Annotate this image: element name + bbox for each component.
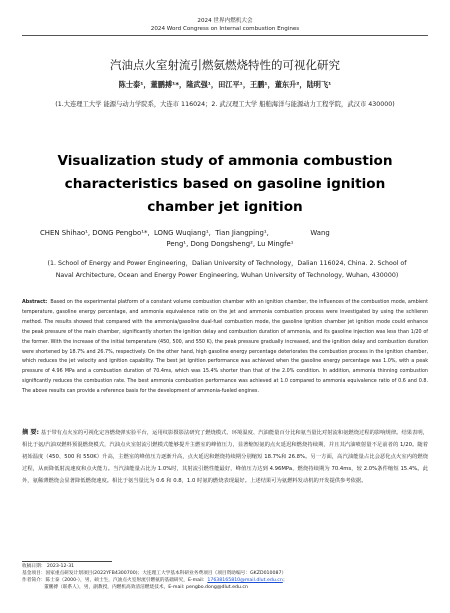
english-abstract-text: Based on the experimental platform of a constant volume combustion chamber with an ignition chamber, the influences of the combustion mode, ambient temperature, gasoline energy percentage, and ammonia equivalence ratio on the jet and ammonia combustion process were investigated by using the schlieren method. The results showed that compared with the ammonia/gasoline dual-fuel combustion mode, the gasoline ignition chamber jet ignition mode could enhance the peak pressure of the main chamber, significantly shorten the ignition delay and combustion duration of ammonia, and its gasoline injection was less than 1/20 of the former. With the increase of the initial temperature (450, 500, and 550 K), the peak pressure gradually increased, and the ignition delay and combustion duration were shortened by 18.7% and 26.7%, respectively. On the other hand, high gasoline energy percentage deteriorates the combustion process in the ignition chamber, which reduces the jet velocity and ignition capability. The best jet ignition performance was achieved when the gasoline energy percentage was 1.0%, with a peak pressure of 4.96 MPa and a combustion duration of 70.4ms, which was 15.4% shorter than that of the 2.0% condition. In addition, ammonia thinning combustion significantly reduces the combustion rate. The best ammonia combustion performance was achieved at 1.0 compared to ammonia equivalence ratio of 0.6 and 0.8. The above results can provide a reference basis for the development of ammonia-fueled engines. (22, 299, 428, 395)
footnote-contact: 董鹏搏（联系人），男，副教授，内燃机高效清洁燃烧技术，E-mail: pengbo.dong@dlut.edu.cn (44, 585, 248, 590)
chinese-affiliation: (1.大连理工大学 能源与动力学院系，大连市 116024；2. 武汉理工大学 船舶海洋与能源动力工程学院，武汉市 430000) (55, 101, 395, 108)
english-title: Visualization study of ammonia combustion characteristics based on gasoline ignition chamber jet ignition (57, 153, 393, 215)
english-authors (40, 228, 420, 250)
chinese-title: 汽油点火室射流引燃氨燃烧特性的可视化研究 (110, 58, 340, 72)
chinese-abstract-label: 摘 要: (22, 429, 40, 436)
footnote-author (22, 577, 428, 584)
footnote-rule (22, 561, 112, 562)
footnote-funding: 基金项目：国家重点研发计划项目(2022YFB4300700)；大连理工大学基本科研业务费项目（项目资助编号：GKZD010087） (22, 571, 287, 576)
english-abstract (22, 298, 428, 397)
conference-header-en: 2024 Word Congress on Internal combustion Engines (150, 26, 300, 32)
chinese-abstract (22, 427, 428, 487)
author-email-link[interactable]: 17638165810@mail.dlut.edu.cn (207, 578, 283, 583)
footnote-author-prefix: 作者简介：陈士泰（2000-），男，硕士生，汽油点火室射流引燃氨的基础研究，E-mail： (22, 578, 208, 583)
chinese-abstract-text: 基于带有点火室的可视化定容燃烧弹实验平台，运用纹影摄影法研究了燃烧模式、环境温度、汽油能量百分比和氨当量比对射流和氨燃烧过程的影响规律。结果表明，相比于氨/汽油双燃料预混燃烧模式，汽油点火室射流引燃模式能够提升主燃室的峰值压力，显著缩短氨的点火延迟和燃烧持续期，并且其汽油喷射量不足前者的 1/20。随着初始温度（450、500 和 550K）升高，主燃室的峰值压力逐渐升高，点火延迟和燃烧持续期分别缩短 18.7%和 26.8%。另一方面，高汽油能量占比会恶化点火室内的燃烧过程，从而降低射流速度和点火能力。当汽油能量占比为 1.0%时，其射流引燃性能最好，峰值压力达到 4.96MPa，燃烧持续期为 70.4ms，较 2.0%条件缩短 15.4%。此外，氨稀薄燃烧会显著降低燃烧速度。相比于氨当量比为 0.6 和 0.8，1.0 时氨的燃烧表现最好。上述结果可为氨燃料发动机的开发提供参考依据。 (22, 430, 428, 484)
english-authors-line1: CHEN Shihao¹, DONG Pengbo¹*, LONG Wuqiang¹, Tian Jiangping¹, Wang (40, 229, 330, 237)
chinese-authors: 陈士泰¹，董鹏搏¹*，隆武强¹，田江平¹，王鹏¹，董东升²，陆明飞¹ (118, 80, 332, 89)
conference-header-cn: 2024 世界内燃机大会 (197, 18, 253, 24)
footnotes (22, 563, 428, 591)
footnote-author-suffix: ； (282, 578, 288, 583)
english-abstract-label: Abstract: (22, 299, 48, 305)
english-affiliation: (1. School of Energy and Power Engineering，Dalian University of Technology，Dalian 116024, China. 2. School of Naval Architecture, Ocean and Energy Power Engineering, Wuhan University of Technology, Wuhan, 430000) (47, 260, 407, 279)
footnote-received: 收稿日期： 2023-12-31 (22, 564, 75, 569)
english-authors-line2: Peng¹, Dong Dongsheng², Lu Mingfe¹ (166, 240, 294, 248)
header-rule (22, 35, 428, 36)
